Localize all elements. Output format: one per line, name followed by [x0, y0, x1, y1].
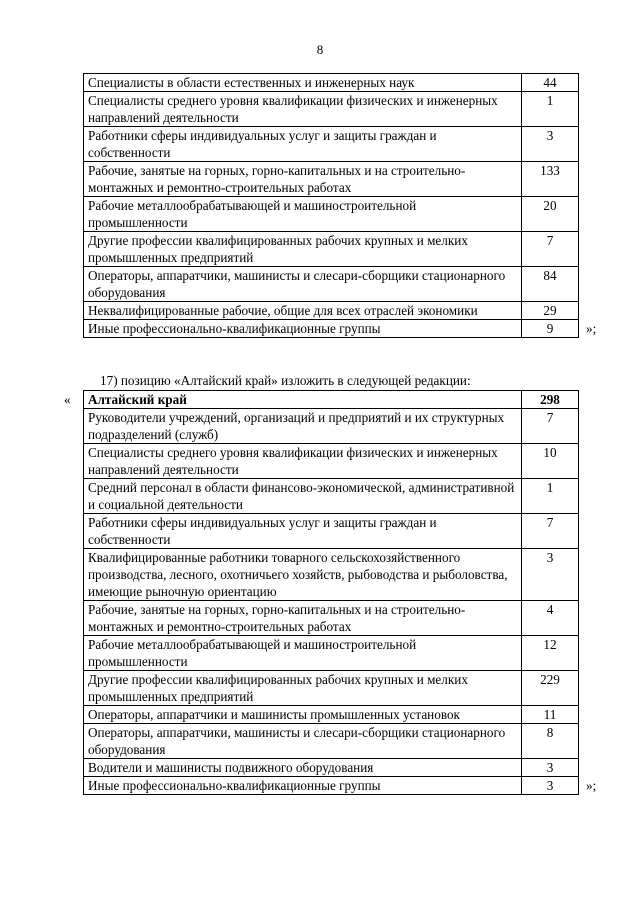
table-row	[84, 92, 579, 127]
occupation-group-count: 133	[522, 162, 579, 197]
occupation-group-count: 44	[522, 74, 579, 92]
occupation-group-label: Операторы, аппаратчики, машинисты и слесари-сборщики стационарного оборудования	[84, 267, 522, 302]
occupation-group-count: 8	[522, 724, 579, 759]
table-row	[84, 162, 579, 197]
region-name: Алтайский край	[84, 391, 522, 409]
occupation-group-label: Рабочие металлообрабатывающей и машиностроительной промышленности	[84, 197, 522, 232]
occupation-group-label: Рабочие металлообрабатывающей и машиностроительной промышленности	[84, 636, 522, 671]
occupation-group-label: Работники сферы индивидуальных услуг и защиты граждан и собственности	[84, 514, 522, 549]
occupation-group-count: 3	[522, 759, 579, 777]
occupation-group-count: 20	[522, 197, 579, 232]
table-row	[84, 127, 579, 162]
occupation-group-count: 29	[522, 302, 579, 320]
occupation-group-count: 9	[522, 320, 579, 338]
occupation-group-count: 7	[522, 232, 579, 267]
table-row	[84, 601, 579, 636]
occupation-group-count: 229	[522, 671, 579, 706]
opening-quote-mark: «	[64, 392, 71, 407]
occupation-table-altai	[83, 390, 579, 795]
table-row	[84, 409, 579, 444]
closing-quote-mark: »;	[586, 777, 597, 793]
table-row	[84, 479, 579, 514]
occupation-group-label: Другие профессии квалифицированных рабочих крупных и мелких промышленных предприятий	[84, 671, 522, 706]
occupation-group-label: Средний персонал в области финансово-экономической, административной и социальной деятельности	[84, 479, 522, 514]
occupation-group-label: Специалисты среднего уровня квалификации физических и инженерных направлений деятельности	[84, 92, 522, 127]
page-number: 8	[316, 42, 324, 57]
occupation-table-previous	[83, 73, 579, 338]
occupation-group-label: Руководители учреждений, организаций и предприятий и их структурных подразделений (служб)	[84, 409, 522, 444]
occupation-group-label: Специалисты в области естественных и инженерных наук	[84, 74, 522, 92]
occupation-group-count: 84	[522, 267, 579, 302]
occupation-group-label: Операторы, аппаратчики и машинисты промышленных установок	[84, 706, 522, 724]
occupation-group-count: 3	[522, 777, 579, 795]
region-total: 298	[522, 391, 579, 409]
table-row	[84, 724, 579, 759]
amendment-instruction: 17) позицию «Алтайский край» изложить в следующей редакции:	[100, 373, 471, 388]
occupation-group-count: 10	[522, 444, 579, 479]
occupation-group-label: Неквалифицированные рабочие, общие для всех отраслей экономики	[84, 302, 522, 320]
occupation-group-label: Работники сферы индивидуальных услуг и защиты граждан и собственности	[84, 127, 522, 162]
table-row	[84, 636, 579, 671]
occupation-group-count: 1	[522, 479, 579, 514]
table-row	[84, 759, 579, 777]
table-row	[84, 197, 579, 232]
table-row	[84, 706, 579, 724]
occupation-group-label: Водители и машинисты подвижного оборудования	[84, 759, 522, 777]
table-row	[84, 444, 579, 479]
table-row	[84, 74, 579, 92]
table-row	[84, 320, 579, 338]
occupation-group-count: 7	[522, 514, 579, 549]
occupation-group-count: 12	[522, 636, 579, 671]
table-row	[84, 302, 579, 320]
table-row	[84, 267, 579, 302]
occupation-group-count: 3	[522, 127, 579, 162]
occupation-group-label: Рабочие, занятые на горных, горно-капитальных и на строительно-монтажных и ремонтно-строительных работах	[84, 601, 522, 636]
occupation-group-count: 4	[522, 601, 579, 636]
occupation-group-count: 3	[522, 549, 579, 601]
occupation-group-label: Специалисты среднего уровня квалификации физических и инженерных направлений деятельности	[84, 444, 522, 479]
occupation-group-label: Рабочие, занятые на горных, горно-капитальных и на строительно-монтажных и ремонтно-строительных работах	[84, 162, 522, 197]
table-row	[84, 514, 579, 549]
closing-quote-mark: »;	[586, 320, 597, 336]
occupation-group-count: 7	[522, 409, 579, 444]
occupation-group-label: Операторы, аппаратчики, машинисты и слесари-сборщики стационарного оборудования	[84, 724, 522, 759]
table-row	[84, 777, 579, 795]
occupation-group-label: Квалифицированные работники товарного сельскохозяйственного производства, лесного, охотничьего хозяйств, рыбоводства и рыболовства, имеющие рыночную ориентацию	[84, 549, 522, 601]
occupation-group-count: 1	[522, 92, 579, 127]
table-row	[84, 671, 579, 706]
occupation-group-label: Иные профессионально-квалификационные группы	[84, 777, 522, 795]
occupation-group-label: Другие профессии квалифицированных рабочих крупных и мелких промышленных предприятий	[84, 232, 522, 267]
table-row	[84, 232, 579, 267]
table-row	[84, 549, 579, 601]
table-header-row	[84, 391, 579, 409]
occupation-group-label: Иные профессионально-квалификационные группы	[84, 320, 522, 338]
occupation-group-count: 11	[522, 706, 579, 724]
